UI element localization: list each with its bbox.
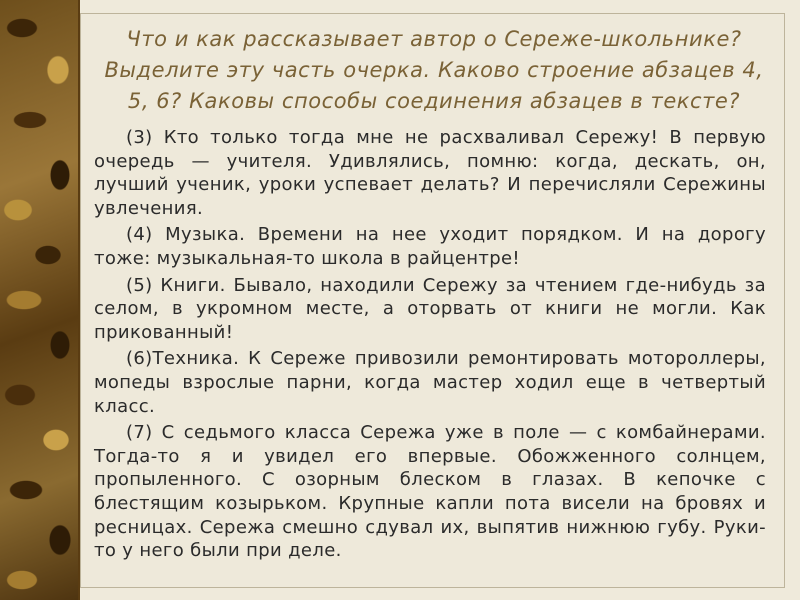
decorative-leaf-border: [0, 0, 78, 600]
paragraph-3: (3) Кто только тогда мне не расхваливал Сережу! В первую очередь — учителя. Удивлялись, помню: когда, дескать, он, лучший ученик, уроки успевает делать? И перечисляли Сережины увлечения.: [94, 127, 766, 219]
excerpt-text: [94, 126, 766, 566]
paragraph-7: (7) С седьмого класса Сережа уже в поле — с комбайнерами. Тогда-то я и увидел его впервые. Обожженного солнцем, пропыленного. С озорным блеском в глазах. В кепочке с блестящим козырьком. Крупные капли пота висели на бровях и ресницах. Сережа смешно сдувал их, выпятив нижнюю губу. Руки-то у него были при деле.: [94, 422, 766, 562]
paragraph-5: (5) Книги. Бывало, находили Сережу за чтением где-нибудь за селом, в укромном месте, а оторвать от книги не могли. Как прикованный!: [94, 274, 766, 343]
paragraph-4: (4) Музыка. Времени на нее уходит порядком. И на дорогу тоже: музыкальная-то школа в райцентре!: [94, 224, 766, 269]
question-heading: Что и как рассказывает автор о Сереже-школьнике? Выделите эту часть очерка. Каково строение абзацев 4, 5, 6? Каковы способы соединения абзацев в тексте?: [104, 27, 764, 113]
paragraph-6: (6)Техника. К Сереже привозили ремонтировать мотороллеры, мопеды взрослые парни, когда мастер ходил еще в четвертый класс.: [94, 348, 766, 417]
